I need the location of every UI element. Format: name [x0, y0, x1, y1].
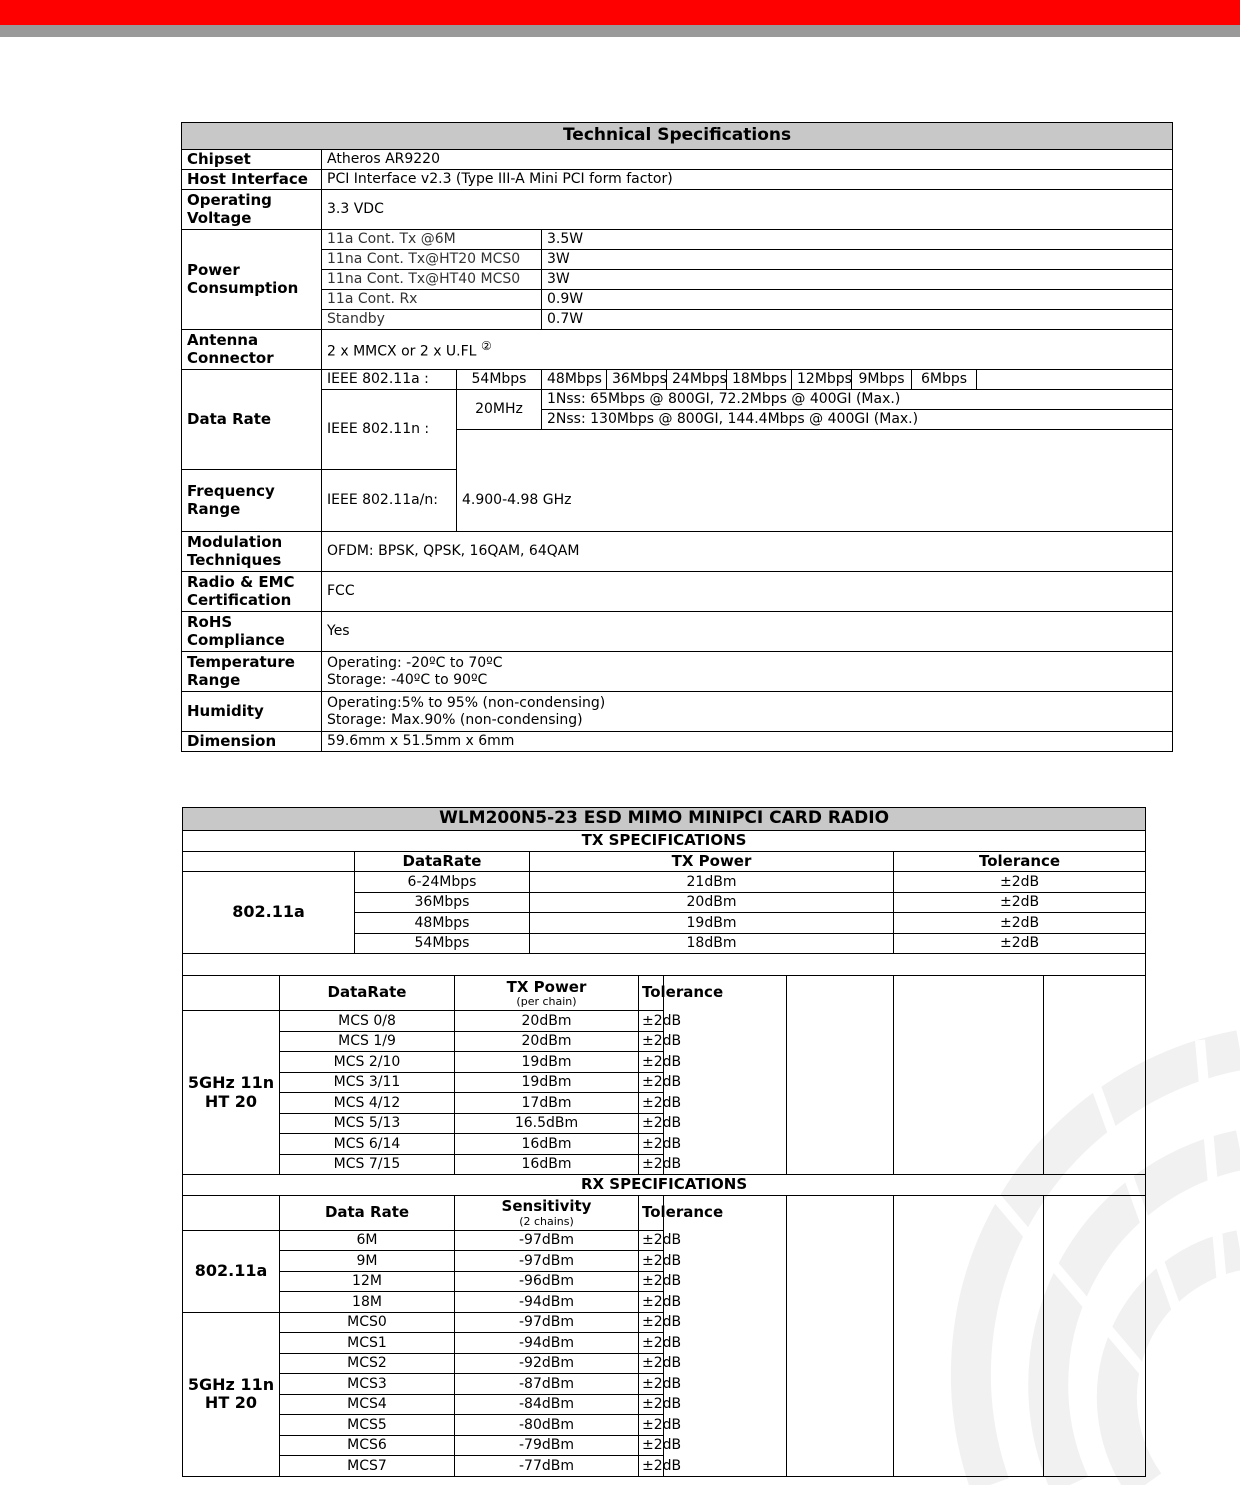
radio-title: WLM200N5-23 ESD MIMO MINIPCI CARD RADIO — [183, 808, 1146, 831]
rx-rate: 9M — [280, 1251, 455, 1272]
temperature-label: Temperature Range — [182, 652, 322, 692]
tx-power: 19dBm — [530, 913, 894, 934]
rx-tolerance: ±2dB — [639, 1230, 664, 1251]
per-chain-note: (per chain) — [516, 995, 577, 1009]
group-80211a: 802.11a — [183, 1230, 280, 1312]
tx-rate: MCS 0/8 — [280, 1011, 455, 1032]
antenna-value — [322, 330, 1173, 370]
nss1-rate: 1Nss: 65Mbps @ 800GI, 72.2Mbps @ 400GI (Max.) — [542, 390, 1173, 410]
rx-sensitivity: -97dBm — [455, 1251, 639, 1272]
rx-sensitivity: -97dBm — [455, 1230, 639, 1251]
tx-tolerance: ±2dB — [639, 1031, 664, 1052]
tx-tolerance: ±2dB — [894, 933, 1146, 954]
tx-power: 19dBm — [455, 1052, 639, 1073]
rx-tolerance: ±2dB — [639, 1394, 664, 1415]
host-interface-label: Host Interface — [182, 170, 322, 190]
rate-cell: 48Mbps — [542, 370, 607, 390]
rate-cell: 6Mbps — [912, 370, 977, 390]
data-rate-label: Data Rate — [182, 370, 322, 470]
rx-tolerance: ±2dB — [639, 1415, 664, 1436]
rx-sensitivity: -94dBm — [455, 1333, 639, 1354]
rate-cell: 9Mbps — [852, 370, 912, 390]
rx-sensitivity: -94dBm — [455, 1292, 639, 1313]
tx-power: 16dBm — [455, 1154, 639, 1175]
tx-tolerance: ±2dB — [894, 872, 1146, 893]
certification-value: FCC — [322, 572, 1173, 612]
rx-sensitivity: -80dBm — [455, 1415, 639, 1436]
tx-rate: 36Mbps — [355, 892, 530, 913]
rohs-value: Yes — [322, 612, 1173, 652]
col-tolerance: Tolerance — [639, 1195, 664, 1230]
tx-rate: 54Mbps — [355, 933, 530, 954]
rx-rate: MCS0 — [280, 1312, 455, 1333]
bandwidth: 20MHz — [457, 390, 542, 430]
rx-rate: 12M — [280, 1271, 455, 1292]
tx-rate: MCS 7/15 — [280, 1154, 455, 1175]
ieee-a-label: IEEE 802.11a : — [322, 370, 457, 390]
tx-title: TX SPECIFICATIONS — [183, 831, 1146, 852]
rx-rate: 18M — [280, 1292, 455, 1313]
col-datarate: DataRate — [355, 851, 530, 872]
power-value: 3.5W — [542, 230, 1173, 250]
humidity-label: Humidity — [182, 692, 322, 732]
dimension-value: 59.6mm x 51.5mm x 6mm — [322, 732, 1173, 752]
tx-power: 20dBm — [530, 892, 894, 913]
group-80211a: 802.11a — [183, 872, 355, 954]
chains-note: (2 chains) — [519, 1214, 574, 1228]
tx-power: 21dBm — [530, 872, 894, 893]
power-mode: 11a Cont. Tx @6M — [322, 230, 542, 250]
antenna-note: ② — [480, 338, 492, 353]
rx-sensitivity: -77dBm — [455, 1456, 639, 1477]
rx-sensitivity: -92dBm — [455, 1353, 639, 1374]
rx-tolerance: ±2dB — [639, 1374, 664, 1395]
rx-title: RX SPECIFICATIONS — [183, 1175, 1146, 1196]
rx-tolerance: ±2dB — [639, 1456, 664, 1477]
tx-tolerance: ±2dB — [639, 1113, 664, 1134]
rx-rate: MCS7 — [280, 1456, 455, 1477]
tx-power: 16.5dBm — [455, 1113, 639, 1134]
antenna-label: Antenna Connector — [182, 330, 322, 370]
power-value: 0.7W — [542, 310, 1173, 330]
tx-rate: MCS 1/9 — [280, 1031, 455, 1052]
tx-rate: MCS 6/14 — [280, 1134, 455, 1155]
rx-sensitivity: -84dBm — [455, 1394, 639, 1415]
col-tolerance: Tolerance — [639, 976, 664, 1011]
modulation-label: Modulation Techniques — [182, 532, 322, 572]
rate-cell: 54Mbps — [457, 370, 542, 390]
rate-cell: 18Mbps — [727, 370, 792, 390]
rx-tolerance: ±2dB — [639, 1271, 664, 1292]
tx-power: 20dBm — [455, 1011, 639, 1032]
rx-sensitivity: -87dBm — [455, 1374, 639, 1395]
technical-specifications-table — [181, 122, 1173, 752]
rx-tolerance: ±2dB — [639, 1251, 664, 1272]
humidity-operating: Operating:5% to 95% (non-condensing) — [327, 695, 606, 712]
rx-rate: MCS1 — [280, 1333, 455, 1354]
tx-tolerance: ±2dB — [639, 1052, 664, 1073]
group-5ghz-11n-ht20: 5GHz 11n HT 20 — [183, 1011, 280, 1175]
rx-sensitivity: -96dBm — [455, 1271, 639, 1292]
voltage-value: 3.3 VDC — [322, 190, 1173, 230]
header-red-bar — [0, 0, 1240, 25]
tx-power: 18dBm — [530, 933, 894, 954]
tx-rate: 6-24Mbps — [355, 872, 530, 893]
tx-power: 19dBm — [455, 1072, 639, 1093]
col-tx-power: TX Power — [530, 851, 894, 872]
radio-specifications-table — [182, 807, 1146, 1477]
power-mode: 11na Cont. Tx@HT40 MCS0 — [322, 270, 542, 290]
nss2-rate: 2Nss: 130Mbps @ 800GI, 144.4Mbps @ 400GI (Max.) — [542, 410, 1173, 430]
rate-cell: 12Mbps — [792, 370, 852, 390]
rohs-label: RoHS Compliance — [182, 612, 322, 652]
temperature-operating: Operating: -20ºC to 70ºC — [327, 655, 503, 672]
certification-label: Radio & EMC Certification — [182, 572, 322, 612]
rx-rate: MCS4 — [280, 1394, 455, 1415]
tx-rate: MCS 2/10 — [280, 1052, 455, 1073]
col-datarate: DataRate — [280, 976, 455, 1011]
power-value: 3W — [542, 270, 1173, 290]
rx-rate: MCS5 — [280, 1415, 455, 1436]
rx-rate: MCS2 — [280, 1353, 455, 1374]
tx-rate: MCS 5/13 — [280, 1113, 455, 1134]
power-value: 0.9W — [542, 290, 1173, 310]
voltage-label: Operating Voltage — [182, 190, 322, 230]
rx-rate: 6M — [280, 1230, 455, 1251]
dimension-label: Dimension — [182, 732, 322, 752]
tx-power-heading: TX Power — [506, 977, 587, 996]
humidity-storage: Storage: Max.90% (non-condensing) — [327, 711, 583, 728]
tx-power: 20dBm — [455, 1031, 639, 1052]
col-data-rate: Data Rate — [280, 1195, 455, 1230]
col-tx-power — [455, 976, 639, 1011]
power-mode: 11a Cont. Rx — [322, 290, 542, 310]
temperature-value — [322, 652, 1173, 692]
rx-rate: MCS6 — [280, 1435, 455, 1456]
power-mode: Standby — [322, 310, 542, 330]
rate-cell: 24Mbps — [667, 370, 727, 390]
tx-tolerance: ±2dB — [894, 913, 1146, 934]
rx-tolerance: ±2dB — [639, 1312, 664, 1333]
rx-tolerance: ±2dB — [639, 1435, 664, 1456]
tx-power: 17dBm — [455, 1093, 639, 1114]
col-tolerance: Tolerance — [894, 851, 1146, 872]
group-5ghz-11n-ht20: 5GHz 11n HT 20 — [183, 1312, 280, 1476]
rx-sensitivity: -79dBm — [455, 1435, 639, 1456]
tx-rate: MCS 3/11 — [280, 1072, 455, 1093]
humidity-value — [322, 692, 1173, 732]
spec-title: Technical Specifications — [182, 123, 1173, 150]
rx-tolerance: ±2dB — [639, 1292, 664, 1313]
col-sensitivity — [455, 1195, 639, 1230]
rx-sensitivity: -97dBm — [455, 1312, 639, 1333]
tx-power: 16dBm — [455, 1134, 639, 1155]
sensitivity-heading: Sensitivity — [501, 1197, 592, 1216]
tx-tolerance: ±2dB — [894, 892, 1146, 913]
rx-rate: MCS3 — [280, 1374, 455, 1395]
ieee-n-label: IEEE 802.11n : — [322, 390, 457, 470]
temperature-storage: Storage: -40ºC to 90ºC — [327, 671, 488, 688]
rx-tolerance: ±2dB — [639, 1333, 664, 1354]
power-value: 3W — [542, 250, 1173, 270]
host-interface-value: PCI Interface v2.3 (Type III-A Mini PCI form factor) — [322, 170, 1173, 190]
tx-tolerance: ±2dB — [639, 1072, 664, 1093]
rx-tolerance: ±2dB — [639, 1353, 664, 1374]
tx-rate: 48Mbps — [355, 913, 530, 934]
frequency-value: 4.900-4.98 GHz — [457, 470, 1173, 532]
power-mode: 11na Cont. Tx@HT20 MCS0 — [322, 250, 542, 270]
tx-tolerance: ±2dB — [639, 1093, 664, 1114]
frequency-standard: IEEE 802.11a/n: — [322, 470, 457, 532]
tx-tolerance: ±2dB — [639, 1154, 664, 1175]
tx-tolerance: ±2dB — [639, 1011, 664, 1032]
tx-tolerance: ±2dB — [639, 1134, 664, 1155]
frequency-label: Frequency Range — [182, 470, 322, 532]
header-gray-bar — [0, 25, 1240, 37]
modulation-value: OFDM: BPSK, QPSK, 16QAM, 64QAM — [322, 532, 1173, 572]
rate-cell: 36Mbps — [607, 370, 667, 390]
chipset-label: Chipset — [182, 150, 322, 170]
tx-rate: MCS 4/12 — [280, 1093, 455, 1114]
power-consumption-label: Power Consumption — [182, 230, 322, 330]
chipset-value: Atheros AR9220 — [322, 150, 1173, 170]
antenna-text: 2 x MMCX or 2 x U.FL — [327, 343, 477, 360]
